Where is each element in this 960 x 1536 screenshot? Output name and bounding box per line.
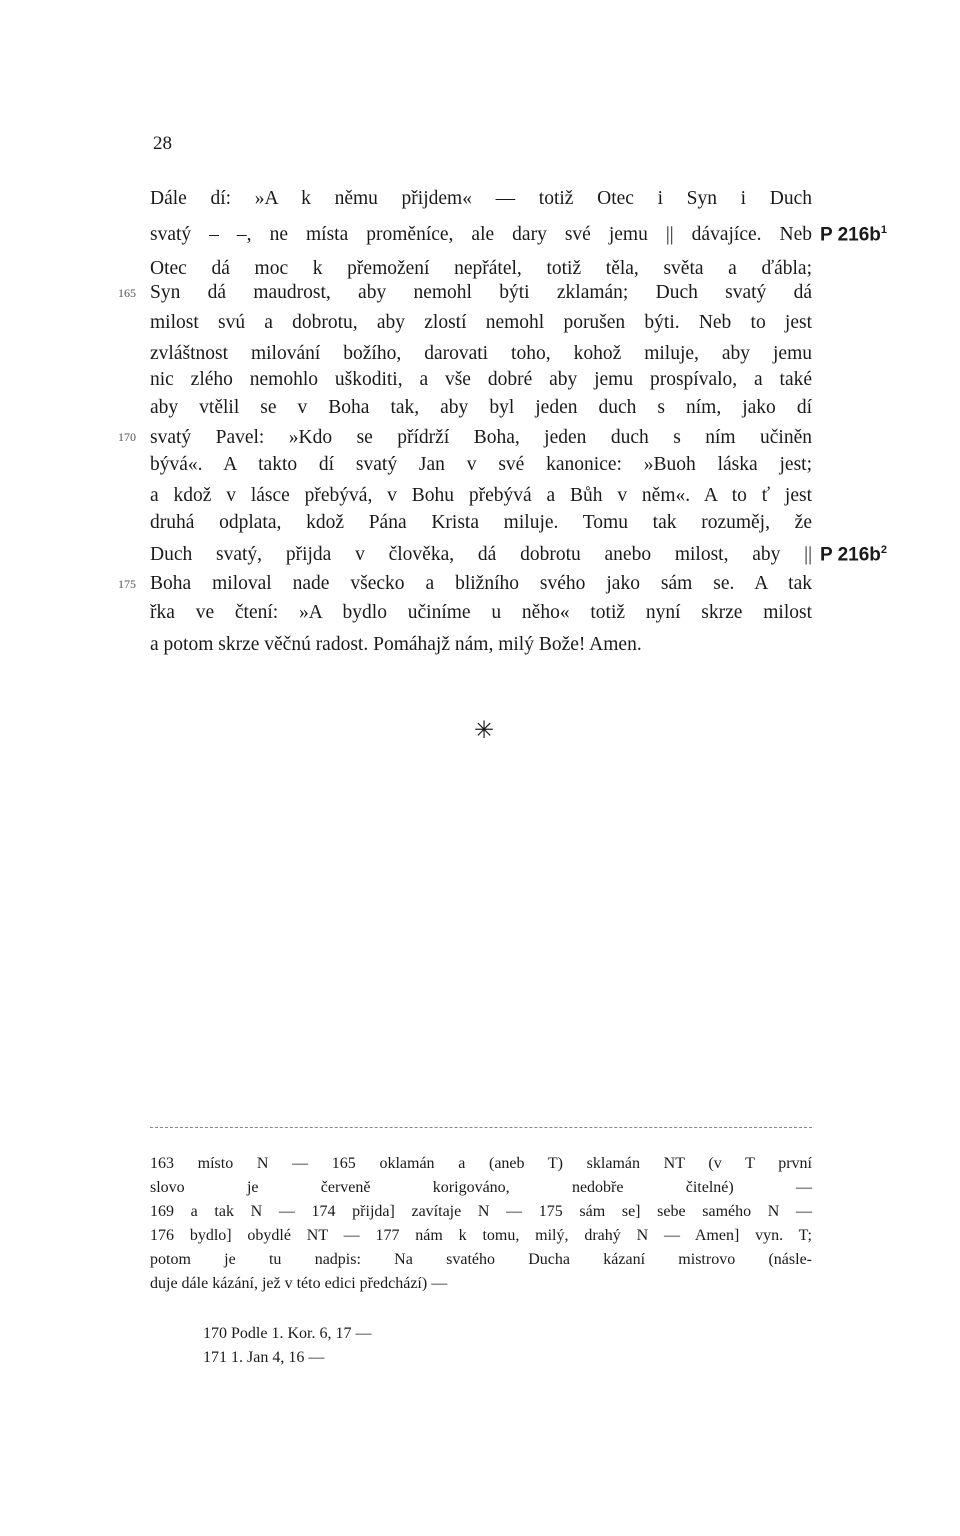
margin-reference-label: P 216b	[820, 544, 881, 566]
footnote-line: duje dále kázání, jež v této edici předchází) —	[150, 1275, 448, 1292]
footnote-line: 163 místo N — 165 oklamán a (aneb T) sklamán NT (v T první	[150, 1155, 812, 1172]
source-reference: 170 Podle 1. Kor. 6, 17 —	[203, 1325, 372, 1342]
text-line: Syn dá maudrost, aby nemohl býti zklamán; Duch svatý dá	[150, 282, 812, 303]
text-line: svatý – –, ne místa proměníce, ale dary své jemu || dávajíce. Neb	[150, 224, 812, 245]
text-line: a potom skrze věčnú radost. Pomáhajž nám, milý Bože! Amen.	[150, 634, 642, 655]
text-line: Dále dí: »A k němu přijdem« — totiž Otec i Syn i Duch	[150, 188, 812, 209]
footnote-line: 169 a tak N — 174 přijda] zavítaje N — 175 sám se] sebe samého N —	[150, 1203, 812, 1220]
margin-reference-sup: 1	[880, 224, 888, 236]
text-line: Duch svatý, přijda v člověka, dá dobrotu anebo milost, aby ||	[150, 544, 812, 565]
footnote-line: potom je tu nadpis: Na svatého Ducha kázaní mistrovo (násle-	[150, 1251, 812, 1268]
text-line: bývá«. A takto dí svatý Jan v své kanonice: »Buoh láska jest;	[150, 454, 812, 475]
text-line: Otec dá moc k přemožení nepřátel, totiž těla, světa a ďábla;	[150, 258, 812, 279]
text-line: aby vtělil se v Boha tak, aby byl jeden duch s ním, jako dí	[150, 397, 812, 418]
line-number: 170	[118, 430, 136, 444]
source-reference: 171 1. Jan 4, 16 —	[203, 1349, 325, 1366]
footnote-line: slovo je červeně korigováno, nedobře čitelné) —	[150, 1179, 812, 1196]
text-line: zvláštnost milování božího, darovati toho, kohož miluje, aby jemu	[150, 343, 812, 364]
line-number: 175	[118, 577, 136, 591]
page-number: 28	[153, 133, 172, 154]
text-line: řka ve čtení: »A bydlo učiníme u něho« totiž nyní skrze milost	[150, 602, 812, 623]
margin-reference	[820, 544, 887, 566]
text-line: a kdož v lásce přebývá, v Bohu přebývá a Bůh v něm«. A to ť jest	[150, 485, 812, 506]
footnote-line: 176 bydlo] obydlé NT — 177 nám k tomu, milý, drahý N — Amen] vyn. T;	[150, 1227, 812, 1244]
text-line: Boha miloval nade všecko a bližního svého jako sám se. A tak	[150, 573, 812, 594]
margin-reference	[820, 224, 887, 246]
text-line: druhá odplata, kdož Pána Krista miluje. Tomu tak rozuměj, že	[150, 512, 812, 533]
text-line: svatý Pavel: »Kdo se přídrží Boha, jeden duch s ním učiněn	[150, 427, 812, 448]
line-number: 165	[118, 286, 136, 300]
footnote-rule	[150, 1127, 812, 1128]
margin-reference-sup: 2	[880, 544, 888, 556]
section-separator: ✳	[474, 718, 495, 744]
text-line: nic zlého nemohlo uškoditi, a vše dobré aby jemu prospívalo, a také	[150, 369, 812, 390]
margin-reference-label: P 216b	[820, 224, 881, 246]
text-line: milost svú a dobrotu, aby zlostí nemohl porušen býti. Neb to jest	[150, 312, 812, 333]
